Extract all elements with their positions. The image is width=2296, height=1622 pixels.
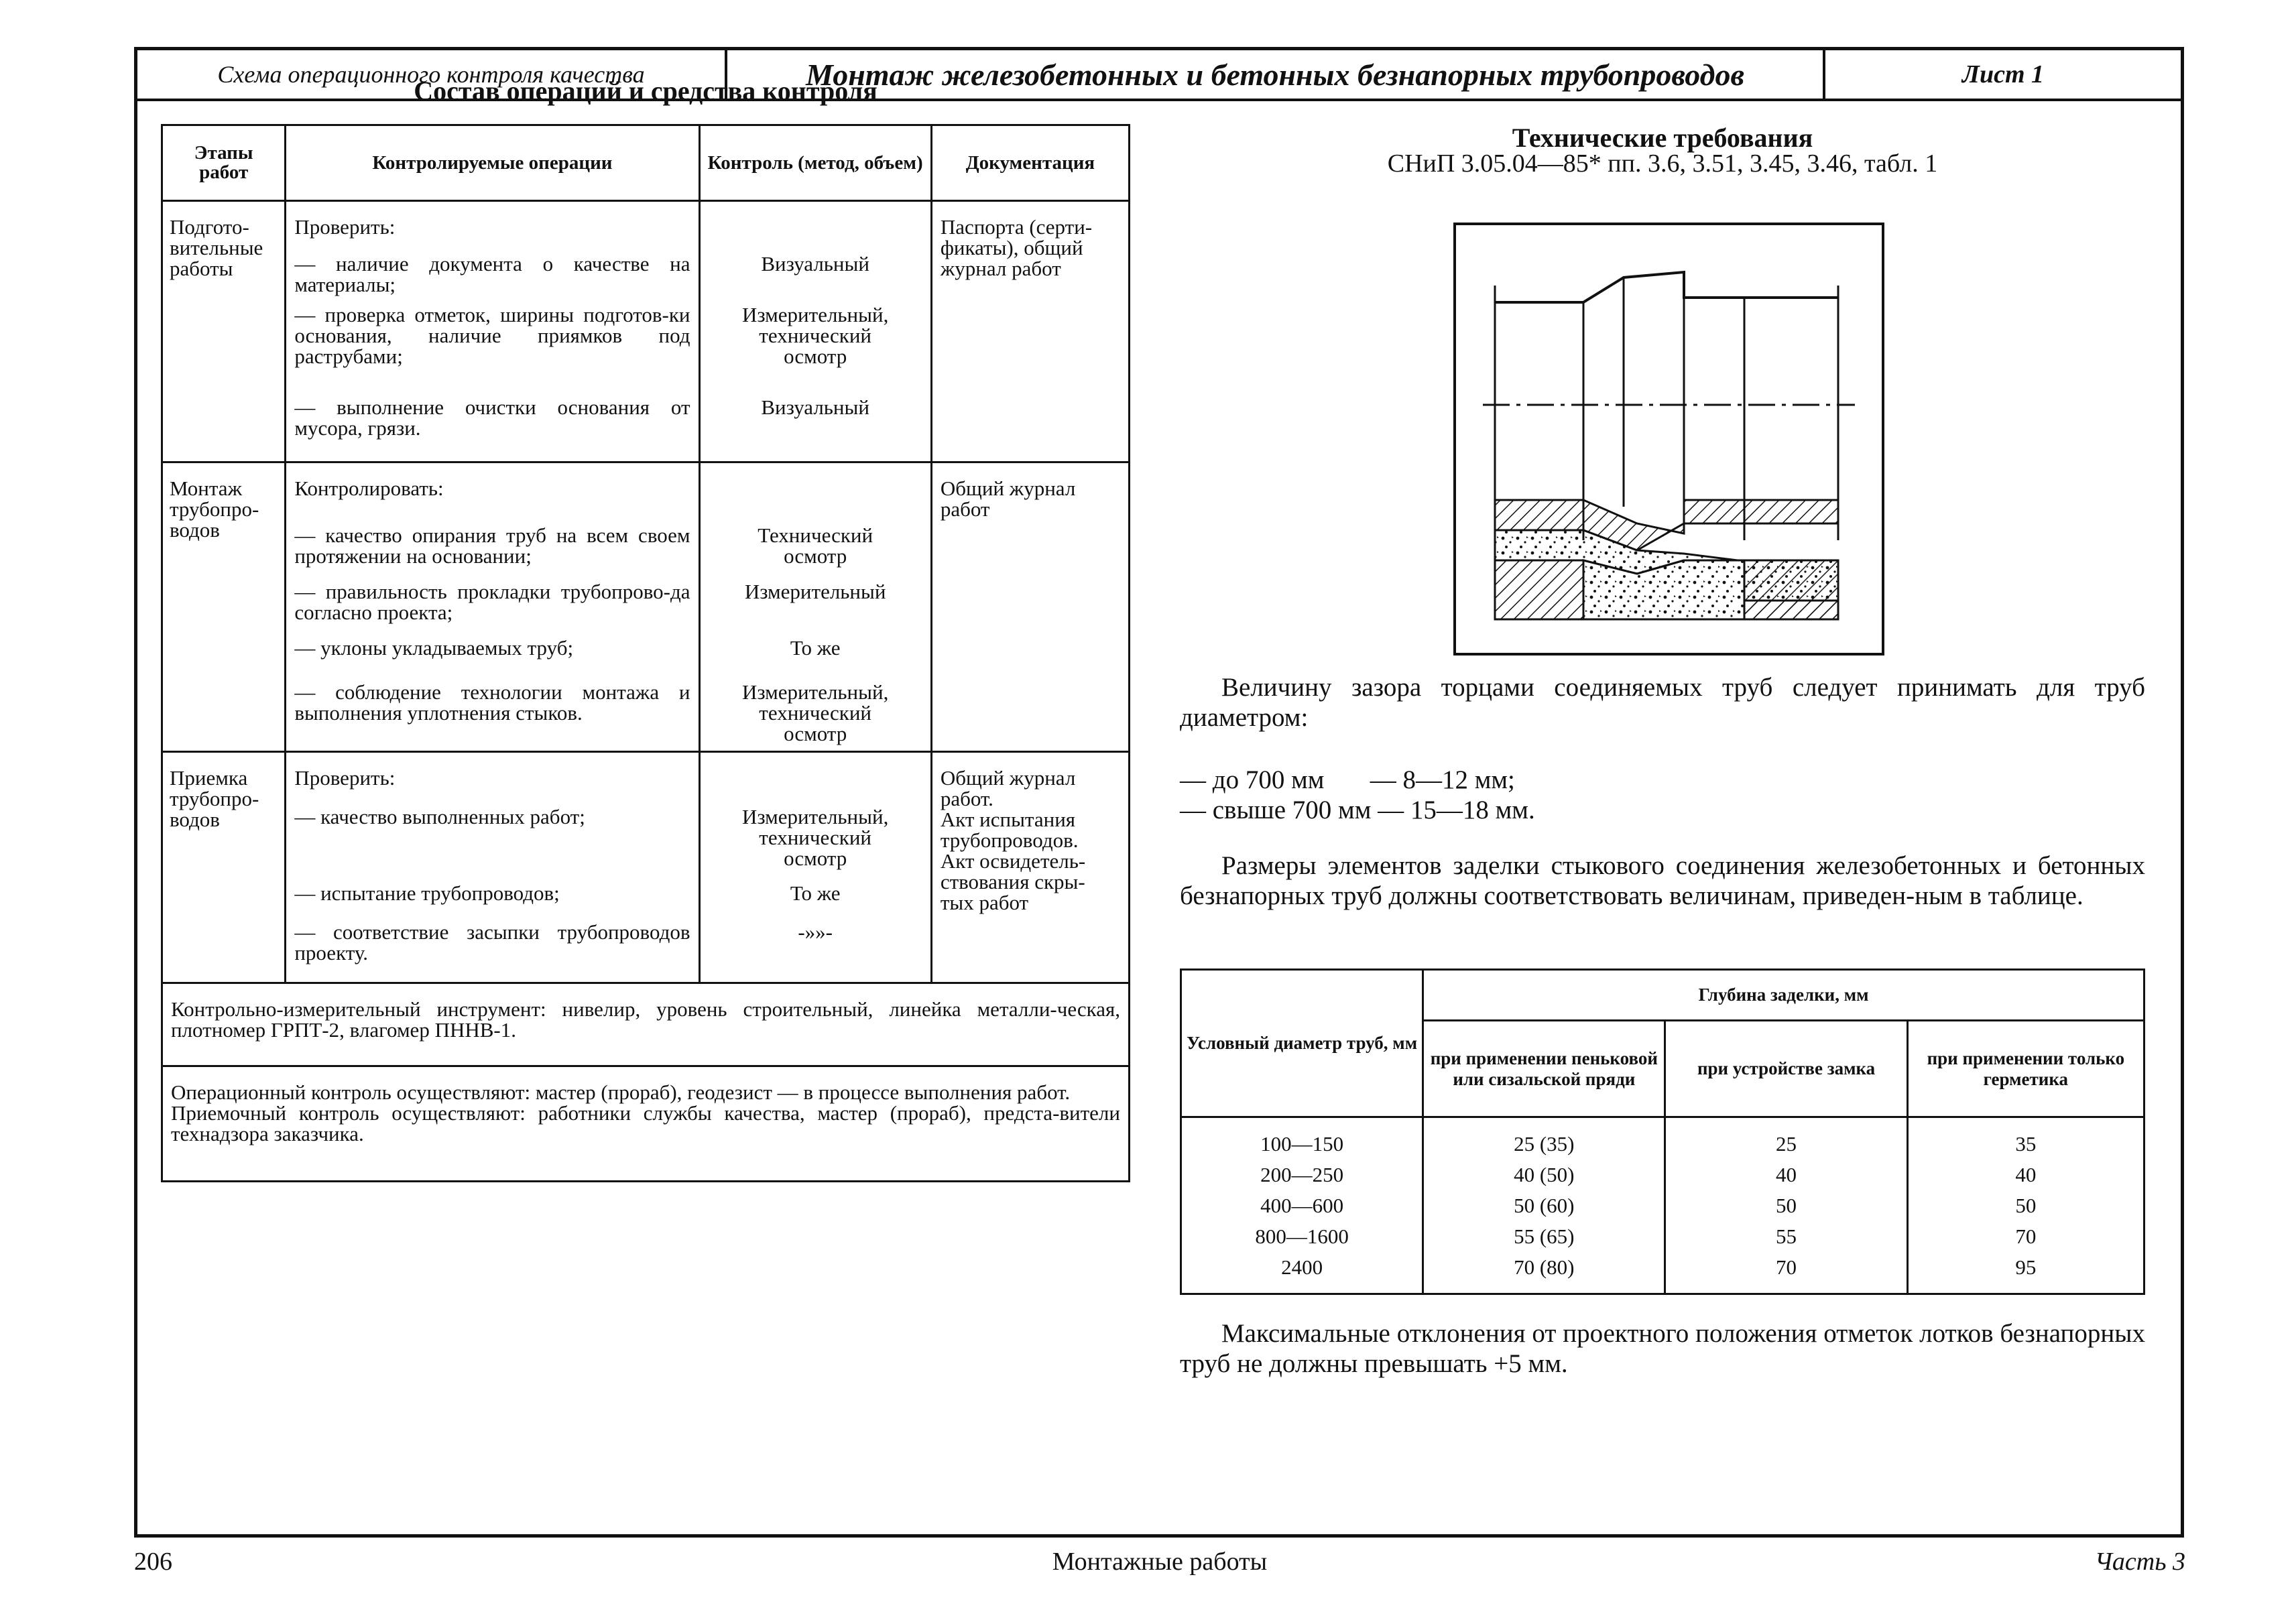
operation-item: — выполнение очистки основания от мусора, грязи. xyxy=(294,395,690,440)
docs-cell: Общий журнал работ. Акт испытания трубопроводов. Акт освидетель- ствования скры- тых работ xyxy=(931,752,1129,983)
operation-item: — качество выполненных работ; xyxy=(294,805,585,828)
stage-cell: Подгото- вительные работы xyxy=(162,201,286,462)
ops-header-row xyxy=(162,125,1130,201)
control-method: То же xyxy=(790,881,841,905)
operation-item: — правильность прокладки трубопрово-да согласно проекта; xyxy=(294,580,690,624)
col-header-stage: Этапы работ xyxy=(162,125,286,201)
snip-reference: СНиП 3.05.04—85* пп. 3.6, 3.51, 3.45, 3.46, табл. 1 xyxy=(1387,149,1938,178)
operation-item: — качество опирания труб на всем своем протяжении на основании; xyxy=(294,523,690,568)
control-method: Измерительный, технический осмотр xyxy=(741,805,889,870)
docs-cell: Паспорта (серти- фикаты), общий журнал работ xyxy=(931,201,1129,462)
table-row xyxy=(162,462,1130,752)
tech-requirements-title: Технические требования xyxy=(1512,123,1813,153)
footer-part: Часть 3 xyxy=(2094,1548,2185,1576)
sizes-paragraph: Размеры элементов заделки стыкового соединения железобетонных и бетонных безнапорных труб должны соответствовать величинам, приведен-ным в таблице. xyxy=(1180,851,2145,910)
gap-item-1: — до 700 мм — 8—12 мм; xyxy=(1180,765,1515,794)
control-cell xyxy=(699,462,931,752)
control-method: Измерительный, технический осмотр xyxy=(741,680,889,745)
operation-item: — соблюдение технологии монтажа и выполнения уплотнения стыков. xyxy=(294,680,690,725)
joint-depth-table xyxy=(1180,969,2145,1295)
acceptance-control-text: Приемочный контроль осуществляют: работники службы качества, мастер (прораб), предста-вители технадзора заказчика. xyxy=(171,1101,1120,1145)
ops-section-title: Состав операций и средства контроля xyxy=(414,76,878,106)
stage-cell: Приемка трубопро- водов xyxy=(162,752,286,983)
col-header-lock: при устройстве замка xyxy=(1665,1021,1907,1117)
col-header-sealant: при применении только герметика xyxy=(1907,1021,2144,1117)
control-method: Визуальный xyxy=(761,252,869,275)
ops-intro: Проверить: xyxy=(294,215,396,239)
table-row xyxy=(1181,1117,2144,1294)
operation-item: — соответствие засыпки трубопроводов проекту. xyxy=(294,920,690,964)
operational-control-text: Операционный контроль осуществляют: мастер (прораб), геодезист — в процессе выполнения работ. xyxy=(171,1080,1071,1104)
gap-item-2: — свыше 700 мм — 15—18 мм. xyxy=(1180,796,1535,824)
operation-item: — наличие документа о качестве на материалы; xyxy=(294,252,690,296)
col-header-diameter: Условный диаметр труб, мм xyxy=(1181,970,1423,1117)
hemp-strand-values: 25 (35) 40 (50) 50 (60) 55 (65) 70 (80) xyxy=(1423,1117,1665,1294)
table-row xyxy=(162,1066,1130,1182)
sheet-number: Лист 1 xyxy=(1961,60,2045,88)
ops-intro: Проверить: xyxy=(294,766,396,790)
col-header-operations: Контролируемые операции xyxy=(286,125,699,201)
col-header-hemp-strand: при применении пеньковой или сизальской пряди xyxy=(1423,1021,1665,1117)
scheme-label: Схема операционного контроля качества xyxy=(137,50,727,99)
table-row xyxy=(162,752,1130,983)
operations-cell xyxy=(286,752,699,983)
operation-item: — испытание трубопроводов; xyxy=(294,881,560,905)
sealant-values: 35 40 50 70 95 xyxy=(1907,1117,2144,1294)
control-cell xyxy=(699,752,931,983)
control-cell xyxy=(699,201,931,462)
col-header-depth-group: Глубина заделки, мм xyxy=(1423,970,2144,1021)
control-method: Измерительный, технический осмотр xyxy=(741,303,889,368)
table-row xyxy=(162,983,1130,1066)
col-header-control: Контроль (метод, объем) xyxy=(699,125,931,201)
depth-header-row xyxy=(1181,970,2144,1021)
operation-item: — проверка отметок, ширины подготов-ки основания, наличие приямков под раструбами; xyxy=(294,303,690,368)
operation-item: — уклоны укладываемых труб; xyxy=(294,636,574,660)
control-method: Измерительный xyxy=(744,580,886,603)
sheet-title: Монтаж железобетонных и бетонных безнапорных трубопроводов xyxy=(727,50,1825,99)
instruments-note: Контрольно-измерительный инструмент: нивелир, уровень строительный, линейка металли-ческая, плотномер ГРПТ-2, влагомер ПННВ-1. xyxy=(162,983,1130,1066)
control-method: Технический осмотр xyxy=(758,523,873,568)
control-method: То же xyxy=(790,636,841,660)
stage-cell: Монтаж трубопро- водов xyxy=(162,462,286,752)
col-header-docs: Документация xyxy=(931,125,1129,201)
lock-values: 25 40 50 55 70 xyxy=(1665,1117,1907,1294)
control-note xyxy=(162,1066,1130,1182)
operations-cell xyxy=(286,201,699,462)
ops-intro: Контролировать: xyxy=(294,477,444,500)
operations-table xyxy=(161,124,1130,1182)
deviation-paragraph: Максимальные отклонения от проектного положения отметок лотков безнапорных труб не должны превышать +5 мм. xyxy=(1180,1319,2145,1378)
joint-diagram xyxy=(1453,223,1884,656)
table-row xyxy=(162,201,1130,462)
pipe-joint-drawing xyxy=(1456,225,1882,653)
page-number: 206 xyxy=(134,1548,172,1576)
operations-cell xyxy=(286,462,699,752)
footer-section: Монтажные работы xyxy=(1052,1548,1268,1576)
control-method: -»»- xyxy=(798,920,833,944)
gap-paragraph: Величину зазора торцами соединяемых труб следует принимать для труб диаметром: xyxy=(1180,673,2145,732)
control-method: Визуальный xyxy=(761,395,869,419)
diameter-values: 100—150 200—250 400—600 800—1600 2400 xyxy=(1181,1117,1423,1294)
docs-cell: Общий журнал работ xyxy=(931,462,1129,752)
